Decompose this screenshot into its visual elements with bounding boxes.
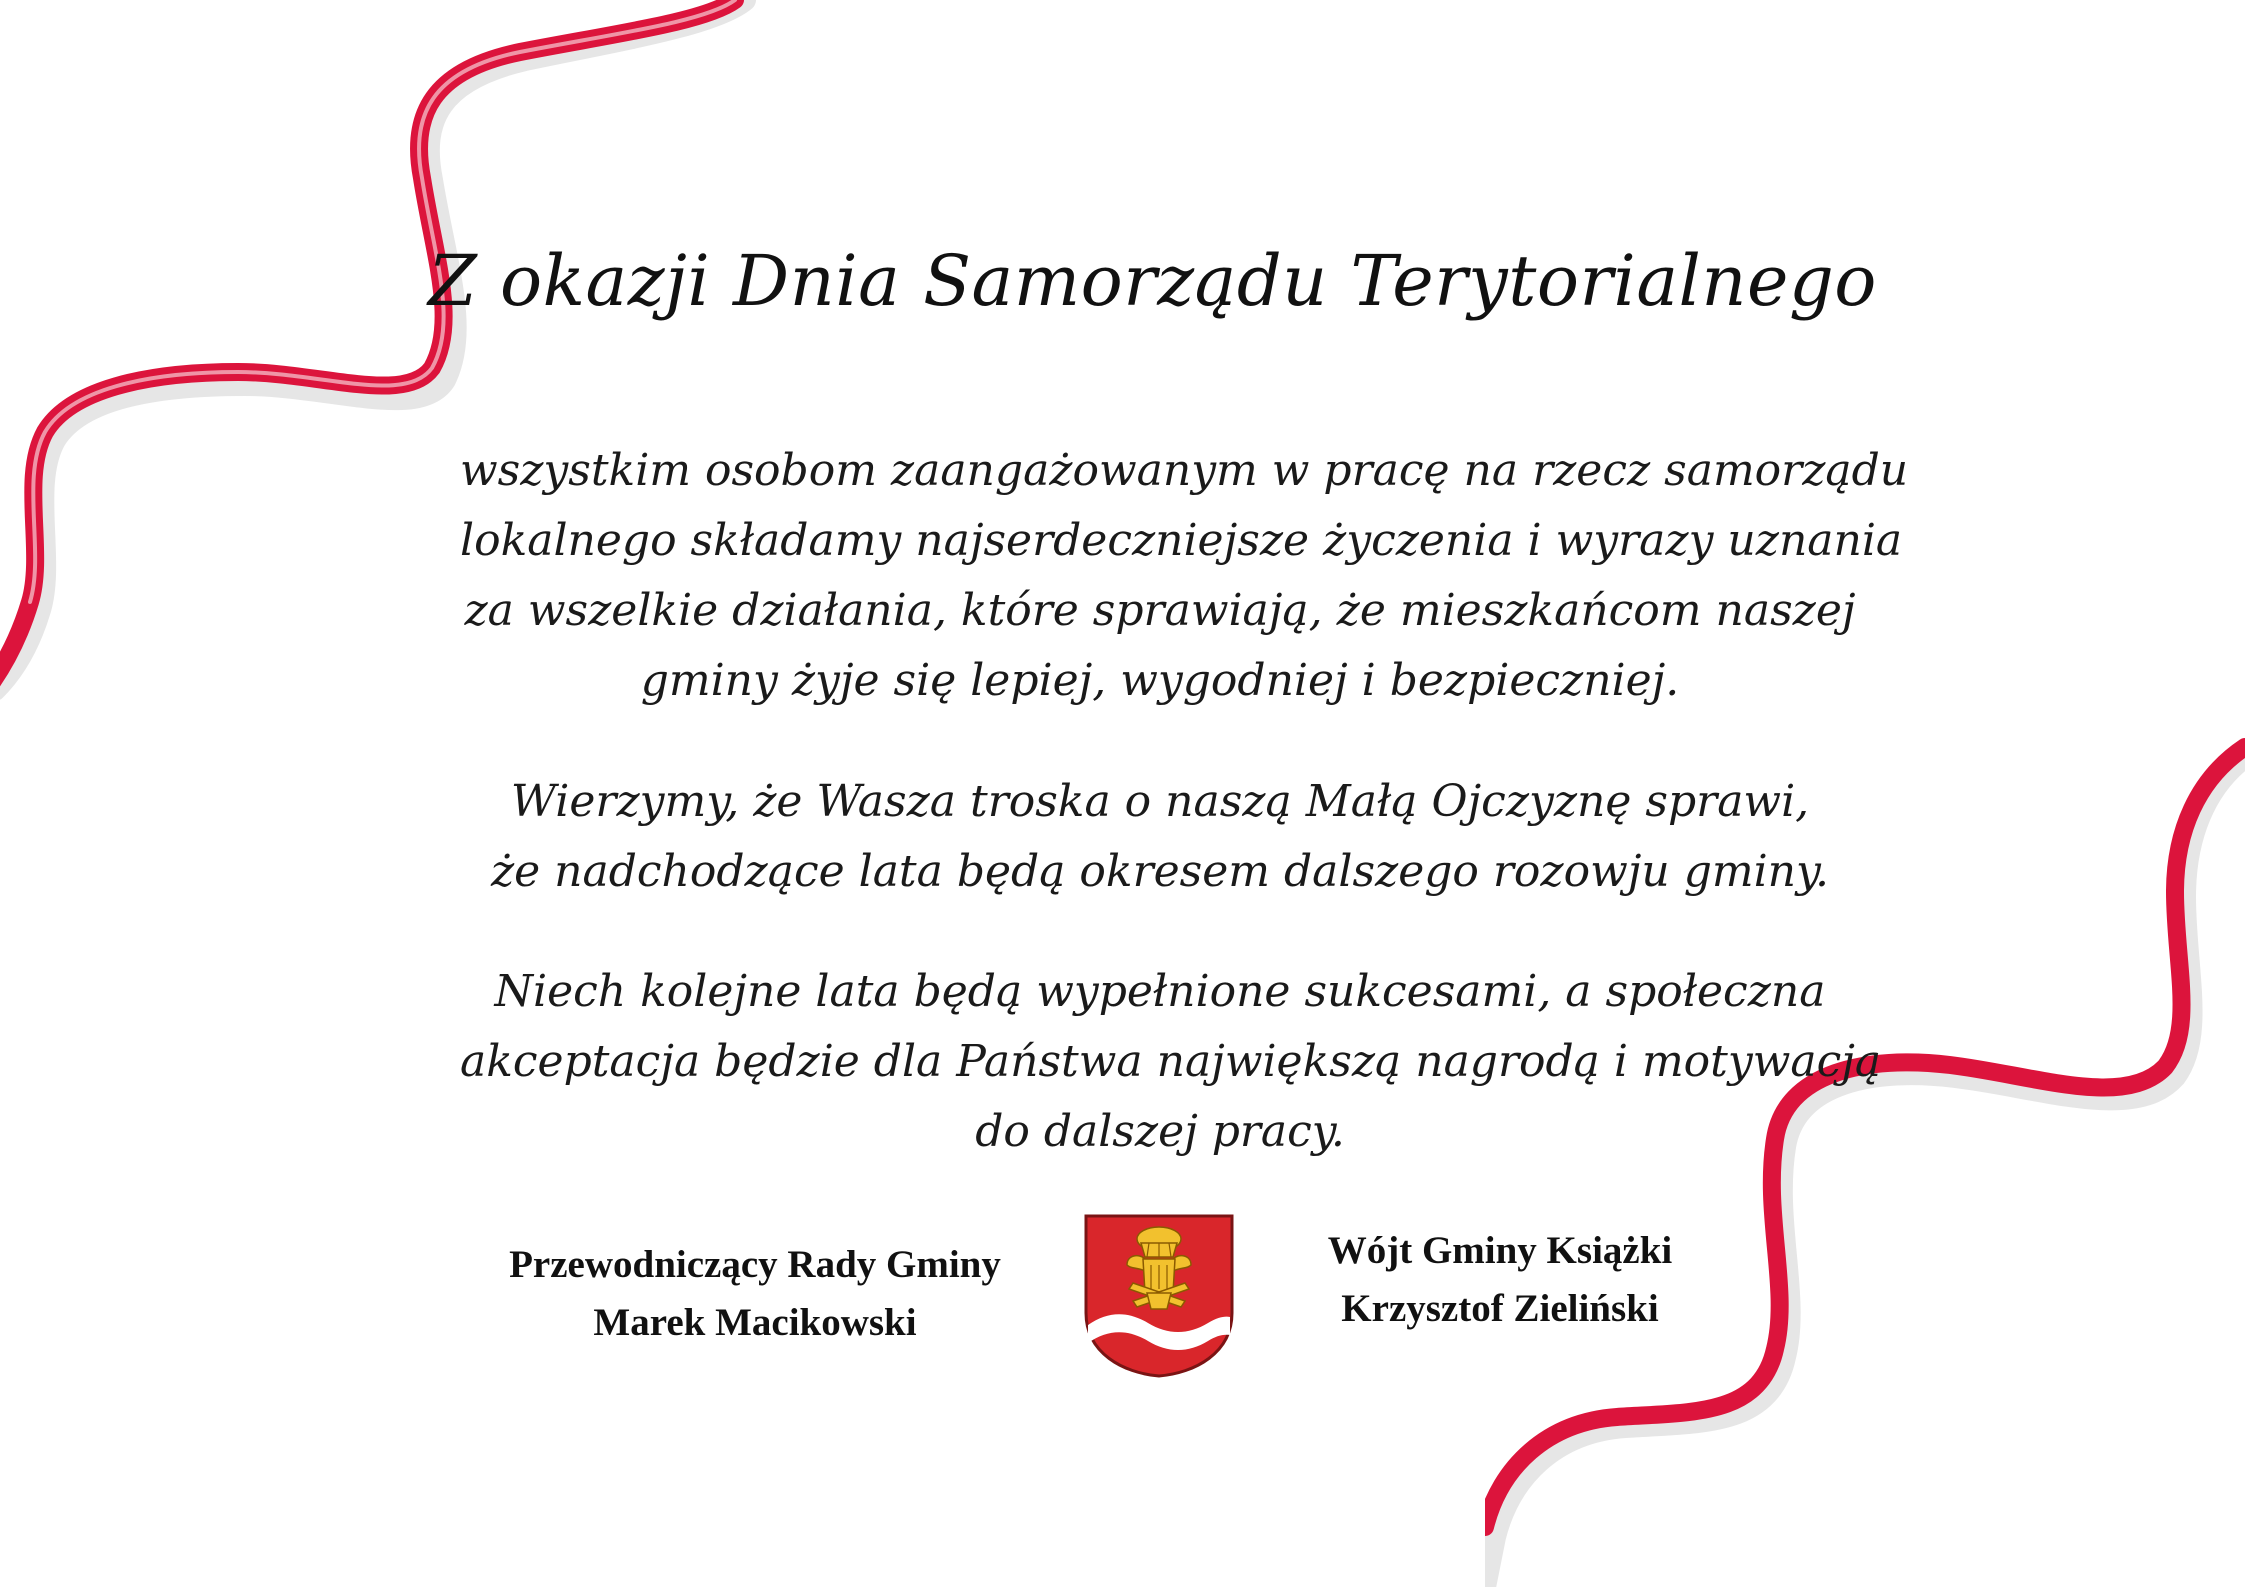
signature-role: Przewodniczący Rady Gminy (509, 1243, 1001, 1286)
paragraph-line: Wierzymy, że Wasza troska o naszą Małą Ojczyznę sprawi, (510, 776, 1810, 827)
paragraph-line: akceptacja będzie dla Państwa największą nagrodą i motywacją (460, 1036, 1882, 1087)
paragraph-line: gminy żyje się lepiej, wygodniej i bezpieczniej. (640, 655, 1680, 706)
signature-role: Wójt Gminy Książki (1327, 1229, 1673, 1272)
greeting-paragraph-2 (460, 767, 1860, 907)
signature-name: Krzysztof Zieliński (1341, 1287, 1659, 1330)
signature-name: Marek Macikowski (593, 1301, 917, 1344)
paragraph-line: wszystkim osobom zaangażowanym w pracę na rzecz samorządu (460, 445, 1909, 496)
paragraph-line: do dalszej pracy. (975, 1106, 1345, 1157)
signature-council-chairman (460, 1236, 1050, 1352)
coat-of-arms-icon (1083, 1213, 1235, 1379)
card-title: Z okazji Dnia Samorządu Terytorialnego (428, 240, 1877, 322)
paragraph-line: że nadchodzące lata będą okresem dalszego rozowju gminy. (490, 846, 1830, 897)
paragraph-line: za wszelkie działania, które sprawiają, że mieszkańcom naszej (464, 585, 1856, 636)
paragraph-line: lokalnego składamy najserdeczniejsze życzenia i wyrazy uznania (460, 515, 1903, 566)
greeting-paragraph-3 (460, 957, 1882, 1167)
paragraph-line: Niech kolejne lata będą wypełnione sukcesami, a społeczna (494, 966, 1826, 1017)
signature-mayor (1265, 1222, 1735, 1338)
greeting-paragraph-1 (460, 436, 1909, 716)
